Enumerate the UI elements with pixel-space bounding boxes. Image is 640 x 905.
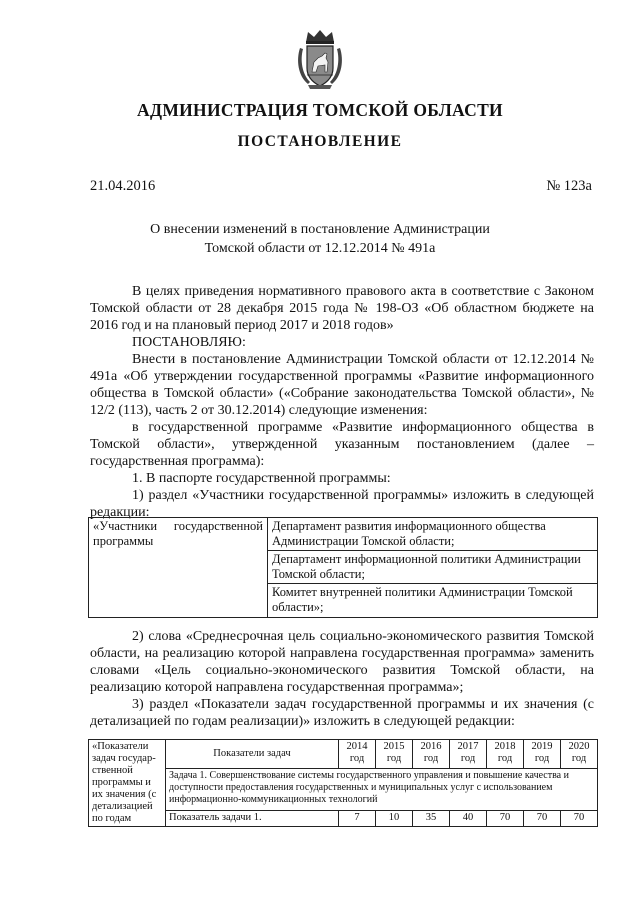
indicators-table [88,739,598,827]
participants-label: «Участники государственной программы [89,518,268,618]
indicator-value: 70 [487,810,524,826]
indicators-label: «Показатели задач государ-ственной программы и их значения (с детализацией по годам [89,740,166,827]
year-header: 2018 год [487,740,524,769]
paragraph-decree: ПОСТАНОВЛЯЮ: [132,335,246,350]
indicator-value: 70 [524,810,561,826]
participants-table [88,517,598,618]
task-description: Задача 1. Совершенствование системы государственного управления и повышение качества и доступности предоставления государственных и муниципальных услуг с использованием информационно-коммуникационных технологий [166,769,598,811]
document-number: № 123а [546,178,592,194]
participant-row: Департамент информационной политики Администрации Томской области; [268,550,597,583]
document-body [90,283,594,521]
year-header: 2014 год [339,740,376,769]
indicator-label: Показатель задачи 1. [166,810,339,826]
document-body-continued [90,628,594,730]
document-type: ПОСТАНОВЛЕНИЕ [237,133,403,150]
participant-row: Департамент развития информационного общества Администрации Томской области; [272,519,546,548]
indicator-value: 35 [413,810,450,826]
paragraph-section-3: 3) раздел «Показатели задач государственной программы и их значения (с детализацией по годам реализации)» изложить в следующей редакции: [90,697,594,729]
year-header: 2020 год [561,740,598,769]
paragraph-section-1: 1) раздел «Участники государственной программы» изложить в следующей редакции: [90,488,594,520]
year-header: 2017 год [450,740,487,769]
participant-row: Комитет внутренней политики Администрации Томской области»; [268,583,597,616]
paragraph-preamble: В целях приведения нормативного правового акта в соответствие с Законом Томской области от 28 декабря 2015 года № 198-ОЗ «Об областном бюджете на 2016 год и на плановый период 2017 и 2018 годов» [90,284,594,333]
indicator-value: 70 [561,810,598,826]
tomsk-coat-of-arms-icon [294,28,346,90]
indicators-header: Показатели задач [166,740,339,769]
title-line-1: О внесении изменений в постановление Администрации [150,222,490,237]
year-header: 2015 год [376,740,413,769]
indicator-value: 40 [450,810,487,826]
document-title [0,220,640,258]
indicator-value: 7 [339,810,376,826]
organization-name: АДМИНИСТРАЦИЯ ТОМСКОЙ ОБЛАСТИ [137,100,503,120]
paragraph-passport: 1. В паспорте государственной программы: [132,471,391,486]
year-header: 2016 год [413,740,450,769]
participants-list [268,518,598,618]
title-line-2: Томской области от 12.12.2014 № 491а [204,241,436,256]
paragraph-program: в государственной программе «Развитие информационного общества в Томской области», утвержденной указанным постановлением (далее – государственная программа): [90,420,594,469]
paragraph-amendment: Внести в постановление Администрации Томской области от 12.12.2014 № 491а «Об утверждении государственной программы «Развитие информационного общества в Томской области» («Собрание законодательства Томской области», № 12/2 (113), часть 2 от 30.12.2014) следующие изменения: [90,352,594,418]
indicator-value: 10 [376,810,413,826]
year-header: 2019 год [524,740,561,769]
document-date: 21.04.2016 [90,178,156,194]
paragraph-section-2: 2) слова «Среднесрочная цель социально-экономического развития Томской области, на реализацию которой направлена государственная программа» заменить словами «Цель социально-экономического развития Томской области, на реализацию которой направлена государственная программа»; [90,629,594,695]
